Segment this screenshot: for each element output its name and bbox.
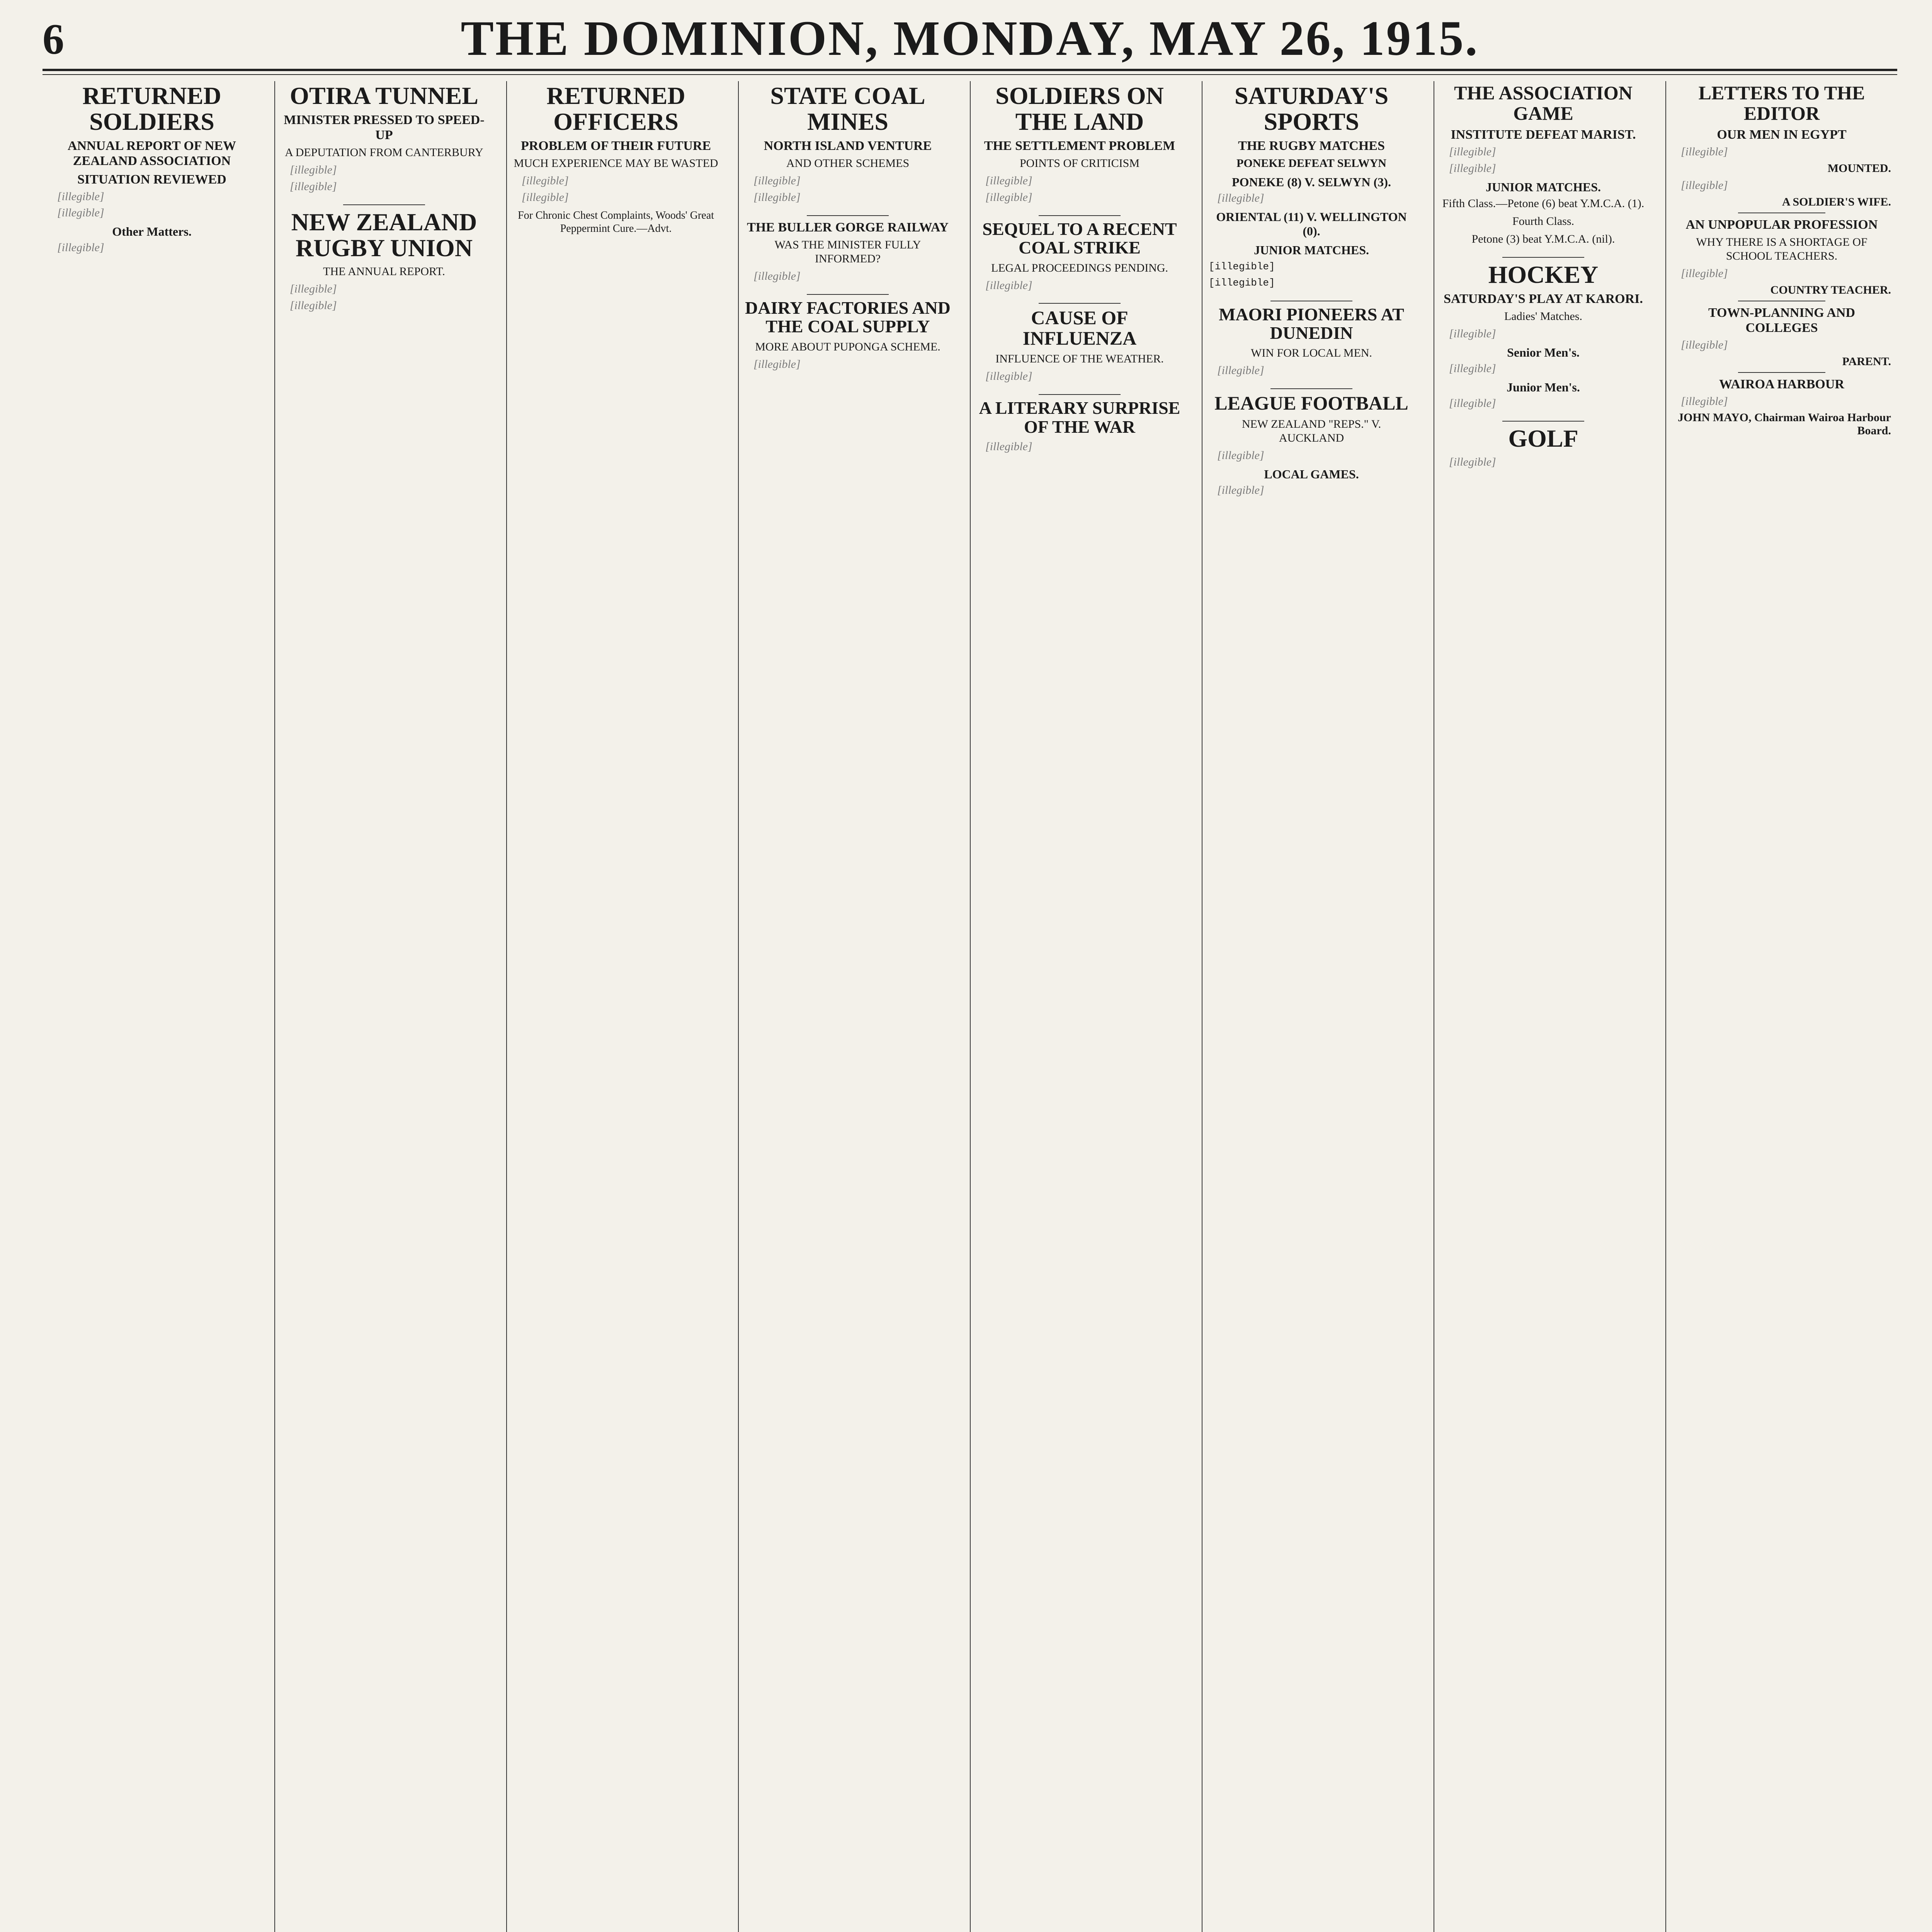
article-body: [illegible]	[985, 174, 1032, 187]
letter-body: [illegible]	[1681, 145, 1728, 158]
result-line: Fifth Class.—Petone (6) beat Y.M.C.A. (1).	[1442, 197, 1645, 210]
letter-headline: TOWN-PLANNING AND COLLEGES	[1708, 305, 1855, 335]
deck: WIN FOR LOCAL MEN.	[1251, 347, 1372, 360]
article-association-game	[1440, 83, 1646, 246]
deck: THE ANNUAL REPORT.	[323, 265, 445, 278]
subhead: PROBLEM OF THEIR FUTURE	[520, 139, 711, 153]
letter-signature: JOHN MAYO, Chairman Wairoa Harbour Board.	[1678, 411, 1891, 437]
article-letters	[1672, 83, 1891, 437]
article-body: [illegible]	[290, 163, 337, 177]
match-heading: PONEKE (8) V. SELWYN (3).	[1232, 175, 1391, 189]
headline: GOLF	[1508, 425, 1578, 452]
masthead	[43, 8, 1897, 66]
deck: Ladies' Matches.	[1504, 310, 1582, 323]
letter-signature: PARENT.	[1842, 355, 1891, 368]
column-1	[43, 81, 261, 1932]
letter-body: [illegible]	[1681, 338, 1728, 351]
subhead: THE SETTLEMENT PROBLEM	[984, 139, 1175, 153]
advertisement: For Chronic Chest Complaints, Woods' Great Peppermint Cure.—Advt.	[518, 209, 714, 235]
score-line: [illegible]	[1209, 261, 1275, 273]
section-head: Senior Men's.	[1507, 345, 1580, 359]
article-body: [illegible]	[290, 299, 337, 312]
headline: SEQUEL TO A RECENT COAL STRIKE	[982, 219, 1177, 258]
deck: MUCH EXPERIENCE MAY BE WASTED	[514, 157, 718, 170]
letter-headline: WAIROA HARBOUR	[1719, 377, 1844, 391]
subhead: OUR MEN IN EGYPT	[1717, 128, 1847, 142]
article-returned-soldiers	[49, 83, 255, 255]
article-league-football	[1209, 393, 1414, 497]
column-4	[738, 81, 957, 1932]
letter-signature: COUNTRY TEACHER.	[1770, 283, 1891, 296]
masthead-rule-thin	[43, 74, 1897, 75]
headline: THE ASSOCIATION GAME	[1454, 82, 1633, 124]
article-body: [illegible]	[1449, 455, 1496, 468]
article-dairy-factories	[745, 299, 951, 371]
subhead: NORTH ISLAND VENTURE	[764, 139, 932, 153]
paper-title: THE DOMINION, MONDAY, MAY 26, 1915.	[461, 11, 1479, 66]
article-buller-gorge	[745, 220, 951, 283]
headline: LEAGUE FOOTBALL	[1214, 392, 1408, 414]
deck: WHY THERE IS A SHORTAGE OF SCHOOL TEACHERS.	[1696, 235, 1867, 262]
result-line: Fourth Class.	[1512, 214, 1575, 228]
section-head: Other Matters.	[112, 224, 192, 239]
headline: CAUSE OF INFLUENZA	[1022, 307, 1137, 349]
letter-body: [illegible]	[1681, 267, 1728, 280]
article-maori-pioneers	[1209, 305, 1414, 378]
article-body: [illegible]	[753, 357, 801, 371]
article-body: [illegible]	[753, 191, 801, 204]
article-divider	[1039, 394, 1121, 395]
article-saturdays-sports	[1209, 83, 1414, 290]
section-head: JUNIOR MATCHES.	[1253, 243, 1369, 257]
article-influenza	[977, 308, 1182, 383]
article-body: [illegible]	[1217, 449, 1264, 462]
article-body: [illegible]	[985, 279, 1032, 292]
subhead: MINISTER PRESSED TO SPEED-UP	[284, 113, 485, 143]
article-body: [illegible]	[57, 190, 104, 203]
headline: SATURDAY'S SPORTS	[1234, 82, 1389, 136]
deck: INFLUENCE OF THE WEATHER.	[995, 352, 1164, 366]
headline: MAORI PIONEERS AT DUNEDIN	[1219, 304, 1404, 343]
article-nz-rugby-union	[281, 209, 487, 313]
article-returned-officers	[513, 83, 719, 235]
deck: PONEKE DEFEAT SELWYN	[1236, 157, 1386, 170]
letter-signature: MOUNTED.	[1827, 162, 1891, 175]
article-divider	[1738, 372, 1825, 373]
deck: POINTS OF CRITICISM	[1019, 157, 1140, 170]
headline: SOLDIERS ON THE LAND	[995, 82, 1164, 136]
article-body: [illegible]	[1449, 396, 1496, 410]
article-body: [illegible]	[985, 191, 1032, 204]
deck: NEW ZEALAND "REPS." V. AUCKLAND	[1242, 417, 1381, 444]
article-body: [illegible]	[1217, 192, 1264, 205]
headline: RETURNED SOLDIERS	[82, 82, 221, 136]
letter-headline: AN UNPOPULAR PROFESSION	[1685, 217, 1878, 232]
headline: DAIRY FACTORIES AND THE COAL SUPPLY	[745, 298, 951, 337]
headline: A LITERARY SURPRISE OF THE WAR	[979, 398, 1180, 437]
headline: LETTERS TO THE EDITOR	[1698, 82, 1865, 124]
column-7	[1434, 81, 1652, 1932]
subhead: THE RUGBY MATCHES	[1238, 139, 1385, 153]
deck: WAS THE MINISTER FULLY INFORMED?	[774, 238, 921, 265]
article-divider	[1039, 303, 1121, 304]
article-divider	[807, 215, 889, 216]
article-body: [illegible]	[753, 270, 801, 283]
column-6	[1202, 81, 1420, 1932]
column-2	[274, 81, 493, 1932]
article-body: [illegible]	[57, 241, 104, 254]
deck: A DEPUTATION FROM CANTERBURY	[285, 146, 483, 159]
column-5	[970, 81, 1189, 1932]
headline: THE BULLER GORGE RAILWAY	[747, 220, 949, 235]
column-8	[1665, 81, 1897, 1932]
article-state-coal-mines	[745, 83, 951, 204]
article-body: [illegible]	[1449, 162, 1496, 175]
result-line: Petone (3) beat Y.M.C.A. (nil).	[1471, 232, 1615, 245]
subhead: INSTITUTE DEFEAT MARIST.	[1451, 128, 1636, 142]
article-divider	[1039, 215, 1121, 216]
score-line: [illegible]	[1209, 277, 1275, 289]
deck: MORE ABOUT PUPONGA SCHEME.	[755, 340, 940, 353]
columns	[43, 81, 1897, 1932]
article-body: [illegible]	[753, 174, 801, 187]
column-3	[506, 81, 725, 1932]
letter-body: [illegible]	[1681, 179, 1728, 192]
article-body: [illegible]	[57, 206, 104, 219]
article-body: [illegible]	[522, 174, 569, 187]
article-golf	[1440, 425, 1646, 469]
article-hockey	[1440, 262, 1646, 410]
article-divider	[1270, 388, 1353, 389]
deck: AND OTHER SCHEMES	[786, 157, 910, 170]
article-coal-strike	[977, 220, 1182, 292]
section-head: LOCAL GAMES.	[1264, 467, 1359, 481]
article-divider	[1502, 421, 1585, 422]
letter-body: [illegible]	[1681, 395, 1728, 408]
headline: NEW ZEALAND RUGBY UNION	[291, 208, 477, 262]
letter-signature: A SOLDIER'S WIFE.	[1782, 195, 1891, 208]
headline: STATE COAL MINES	[770, 82, 925, 136]
article-body: [illegible]	[985, 440, 1032, 453]
article-literary-surprise	[977, 399, 1182, 453]
article-body: [illegible]	[290, 180, 337, 193]
article-body: [illegible]	[522, 191, 569, 204]
headline: RETURNED OFFICERS	[546, 82, 685, 136]
page-number: 6	[43, 15, 64, 63]
match-heading: ORIENTAL (11) V. WELLINGTON (0).	[1216, 210, 1407, 238]
section-head: Junior Men's.	[1507, 380, 1580, 394]
article-body: [illegible]	[290, 282, 337, 296]
article-body: [illegible]	[1217, 483, 1264, 497]
headline: OTIRA TUNNEL	[290, 82, 478, 109]
article-soldiers-on-land	[977, 83, 1182, 204]
subhead: ANNUAL REPORT OF NEW ZEALAND ASSOCIATION	[67, 139, 236, 168]
masthead-rule	[43, 69, 1897, 71]
article-body: [illegible]	[1449, 327, 1496, 340]
article-otira-tunnel	[281, 83, 487, 194]
section-head: SITUATION REVIEWED	[77, 172, 226, 187]
article-divider	[1502, 257, 1585, 258]
deck: LEGAL PROCEEDINGS PENDING.	[991, 261, 1168, 274]
subhead: SATURDAY'S PLAY AT KARORI.	[1444, 291, 1643, 306]
article-body: [illegible]	[1449, 145, 1496, 158]
article-divider	[343, 204, 425, 205]
article-body: [illegible]	[985, 370, 1032, 383]
article-body: [illegible]	[1217, 364, 1264, 377]
section-head: JUNIOR MATCHES.	[1485, 180, 1601, 194]
article-divider	[807, 294, 889, 295]
article-body: [illegible]	[1449, 362, 1496, 375]
headline: HOCKEY	[1488, 260, 1599, 288]
